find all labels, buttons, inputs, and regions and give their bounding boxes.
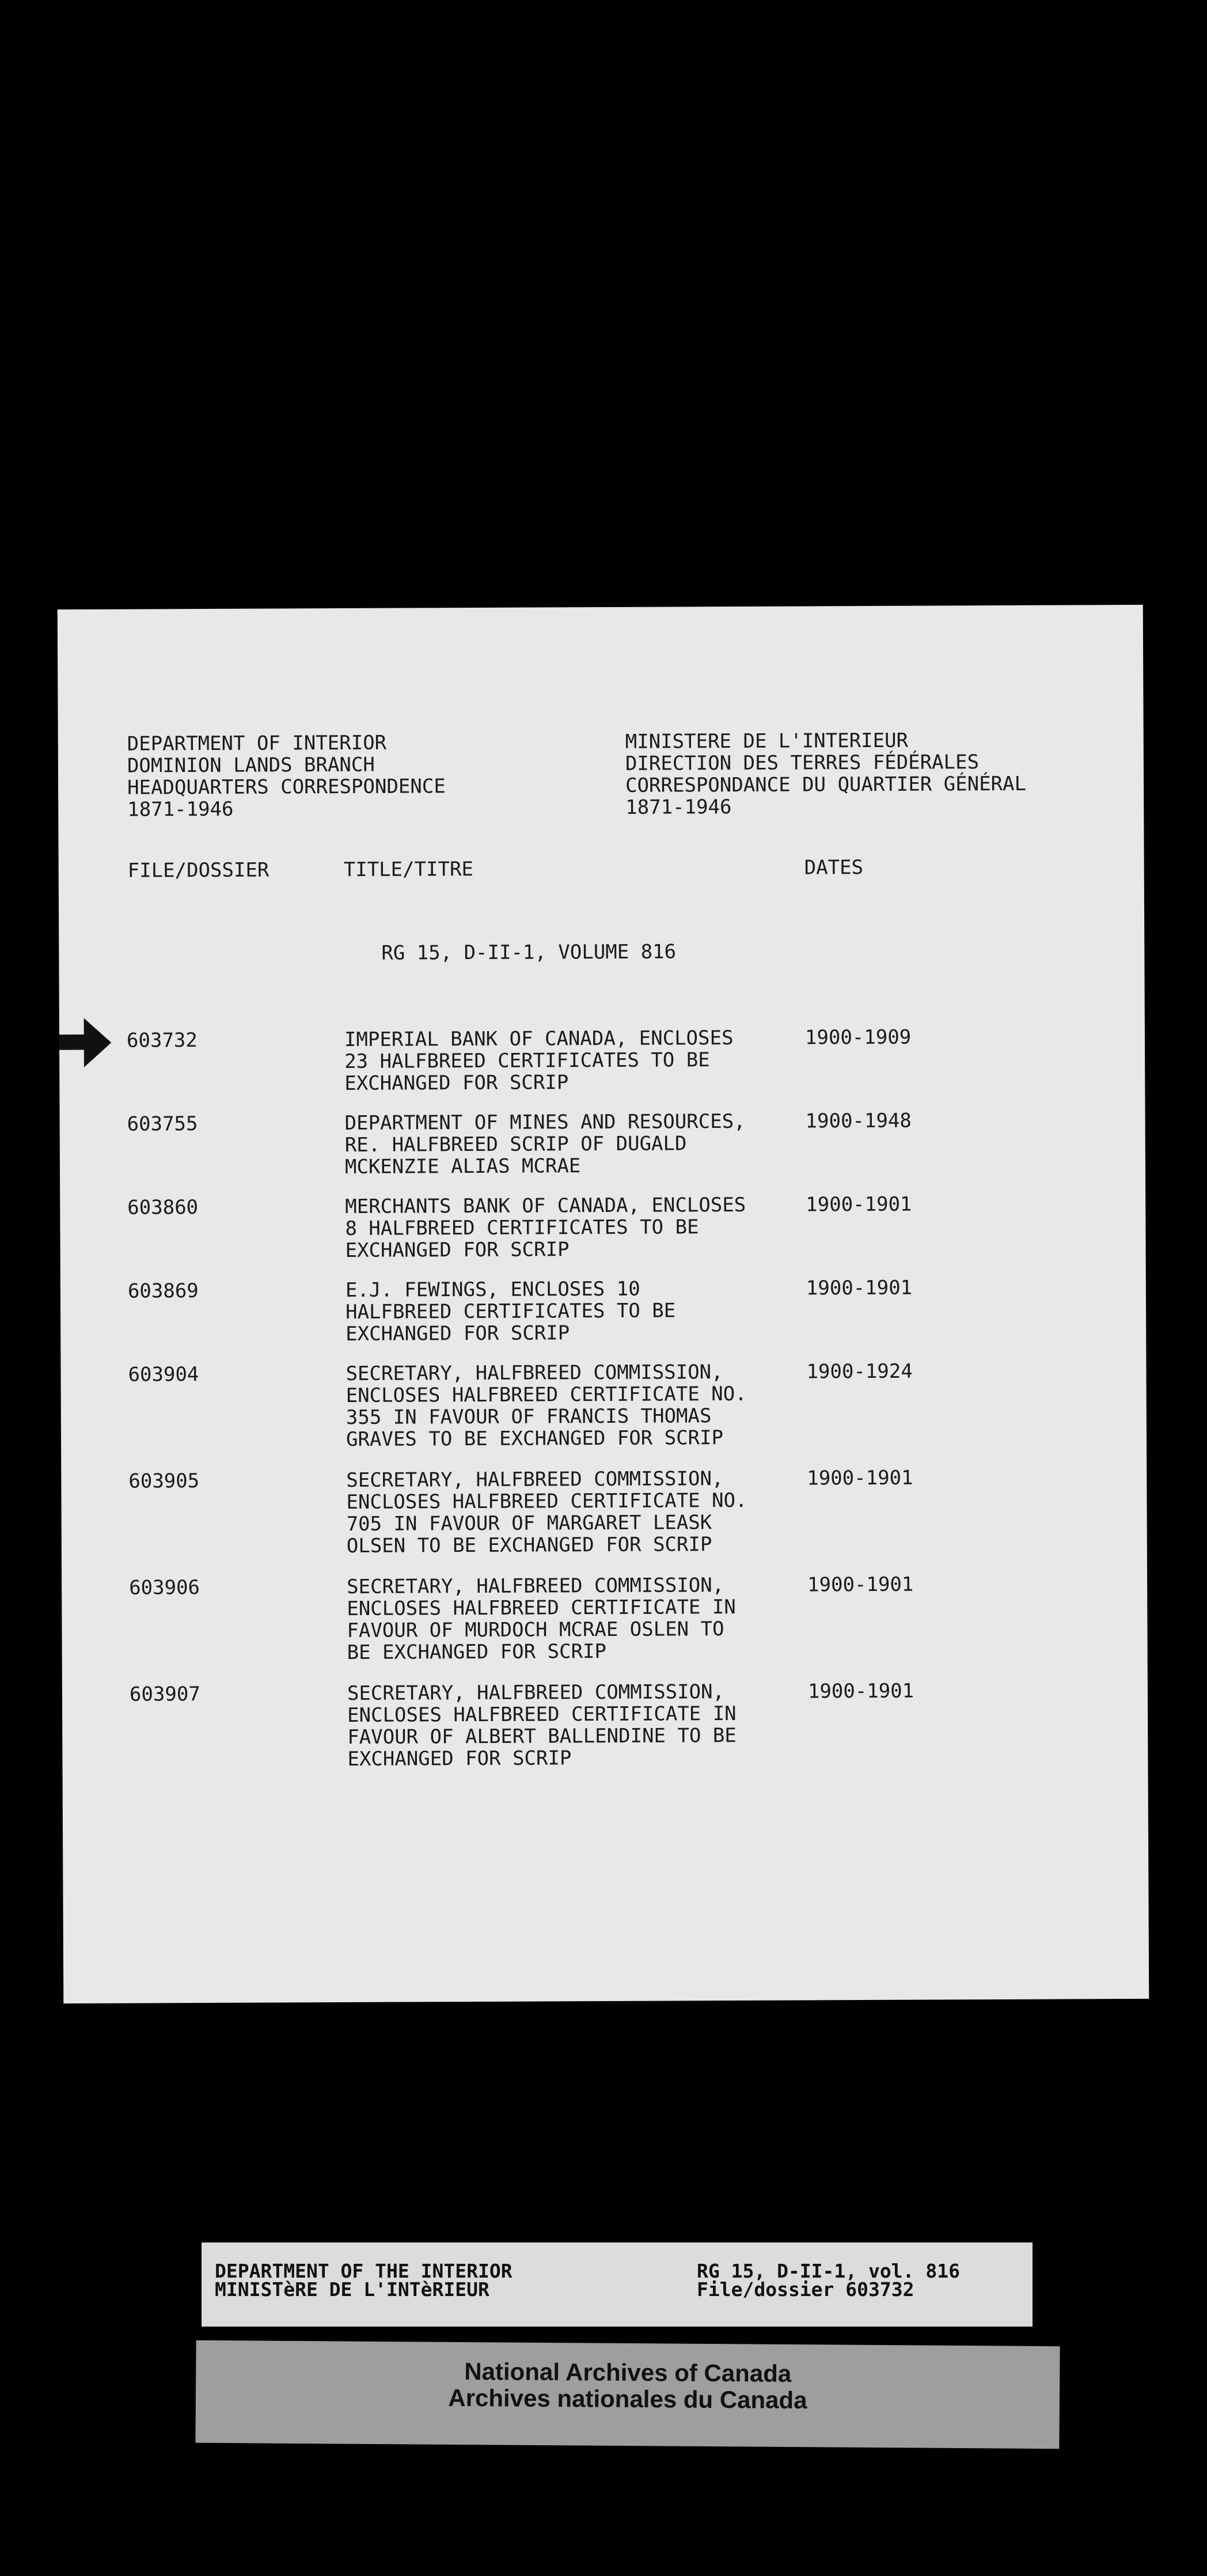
- file-title: SECRETARY, HALFBREED COMMISSION, ENCLOSES HALFBREED CERTIFICATE IN FAVOUR OF ALBERT BALLENDINE TO BE EXCHANGED FOR SCRIP: [347, 1680, 737, 1771]
- volume-heading: RG 15, D-II-1, VOLUME 816: [381, 940, 677, 965]
- file-dates: 1900-1901: [807, 1679, 914, 1703]
- file-number: 603860: [127, 1196, 199, 1219]
- file-number: 603869: [127, 1279, 199, 1303]
- column-header-file: FILE/DOSSIER: [127, 858, 270, 882]
- file-number: 603732: [126, 1029, 198, 1052]
- header-right: MINISTERE DE L'INTERIEUR DIRECTION DES TERRES FÉDÉRALES CORRESPONDANCE DU QUARTIER GÉNÉRAL 1871-1946: [625, 729, 1027, 819]
- archive-stamp: [195, 2340, 1060, 2449]
- file-number: 603907: [129, 1683, 200, 1706]
- column-header-dates: DATES: [804, 856, 864, 880]
- file-title: SECRETARY, HALFBREED COMMISSION, ENCLOSES HALFBREED CERTIFICATE NO. 705 IN FAVOUR OF MARGARET LEASK OLSEN TO BE EXCHANGED FOR SCRIP: [346, 1467, 747, 1558]
- file-title: IMPERIAL BANK OF CANADA, ENCLOSES 23 HALFBREED CERTIFICATES TO BE EXCHANGED FOR SCRIP: [344, 1026, 734, 1095]
- file-dates: 1900-1901: [807, 1573, 914, 1597]
- file-dates: 1900-1924: [806, 1359, 913, 1384]
- file-title: DEPARTMENT OF MINES AND RESOURCES, RE. HALFBREED SCRIP OF DUGALD MCKENZIE ALIAS MCRAE: [344, 1109, 746, 1179]
- file-title: SECRETARY, HALFBREED COMMISSION, ENCLOSES HALFBREED CERTIFICATE NO. 355 IN FAVOUR OF FRANCIS THOMAS GRAVES TO BE EXCHANGED FOR SCRIP: [346, 1361, 747, 1451]
- header-left: DEPARTMENT OF INTERIOR DOMINION LANDS BRANCH HEADQUARTERS CORRESPONDENCE 1871-1946: [127, 731, 446, 821]
- file-dates: 1900-1901: [806, 1192, 912, 1217]
- file-title: MERCHANTS BANK OF CANADA, ENCLOSES 8 HALFBREED CERTIFICATES TO BE EXCHANGED FOR SCRIP: [345, 1193, 746, 1262]
- column-header-title: TITLE/TITRE: [343, 857, 473, 881]
- file-dates: 1900-1948: [805, 1109, 912, 1133]
- file-number: 603906: [129, 1576, 200, 1600]
- archive-name: National Archives of Canada Archives nationales du Canada: [448, 2358, 807, 2414]
- file-dates: 1900-1901: [806, 1276, 913, 1300]
- file-number: 603755: [127, 1112, 198, 1136]
- reference-label: [202, 2242, 1033, 2327]
- file-dates: 1900-1901: [807, 1466, 913, 1490]
- file-title: E.J. FEWINGS, ENCLOSES 10 HALFBREED CERTIFICATES TO BE EXCHANGED FOR SCRIP: [345, 1277, 676, 1346]
- arrow-icon: [59, 1013, 114, 1067]
- file-number: 603905: [128, 1469, 200, 1493]
- file-dates: 1900-1909: [804, 1025, 912, 1050]
- label-department: DEPARTMENT OF THE INTERIOR MINISTèRE DE L'INTèRIEUR: [215, 2260, 513, 2301]
- file-number: 603904: [128, 1363, 199, 1387]
- document-page: [58, 605, 1149, 2003]
- label-reference: RG 15, D-II-1, vol. 816 File/dossier 603732: [697, 2260, 960, 2301]
- file-title: SECRETARY, HALFBREED COMMISSION, ENCLOSES HALFBREED CERTIFICATE IN FAVOUR OF MURDOCH MCRAE OSLEN TO BE EXCHANGED FOR SCRIP: [347, 1574, 736, 1664]
